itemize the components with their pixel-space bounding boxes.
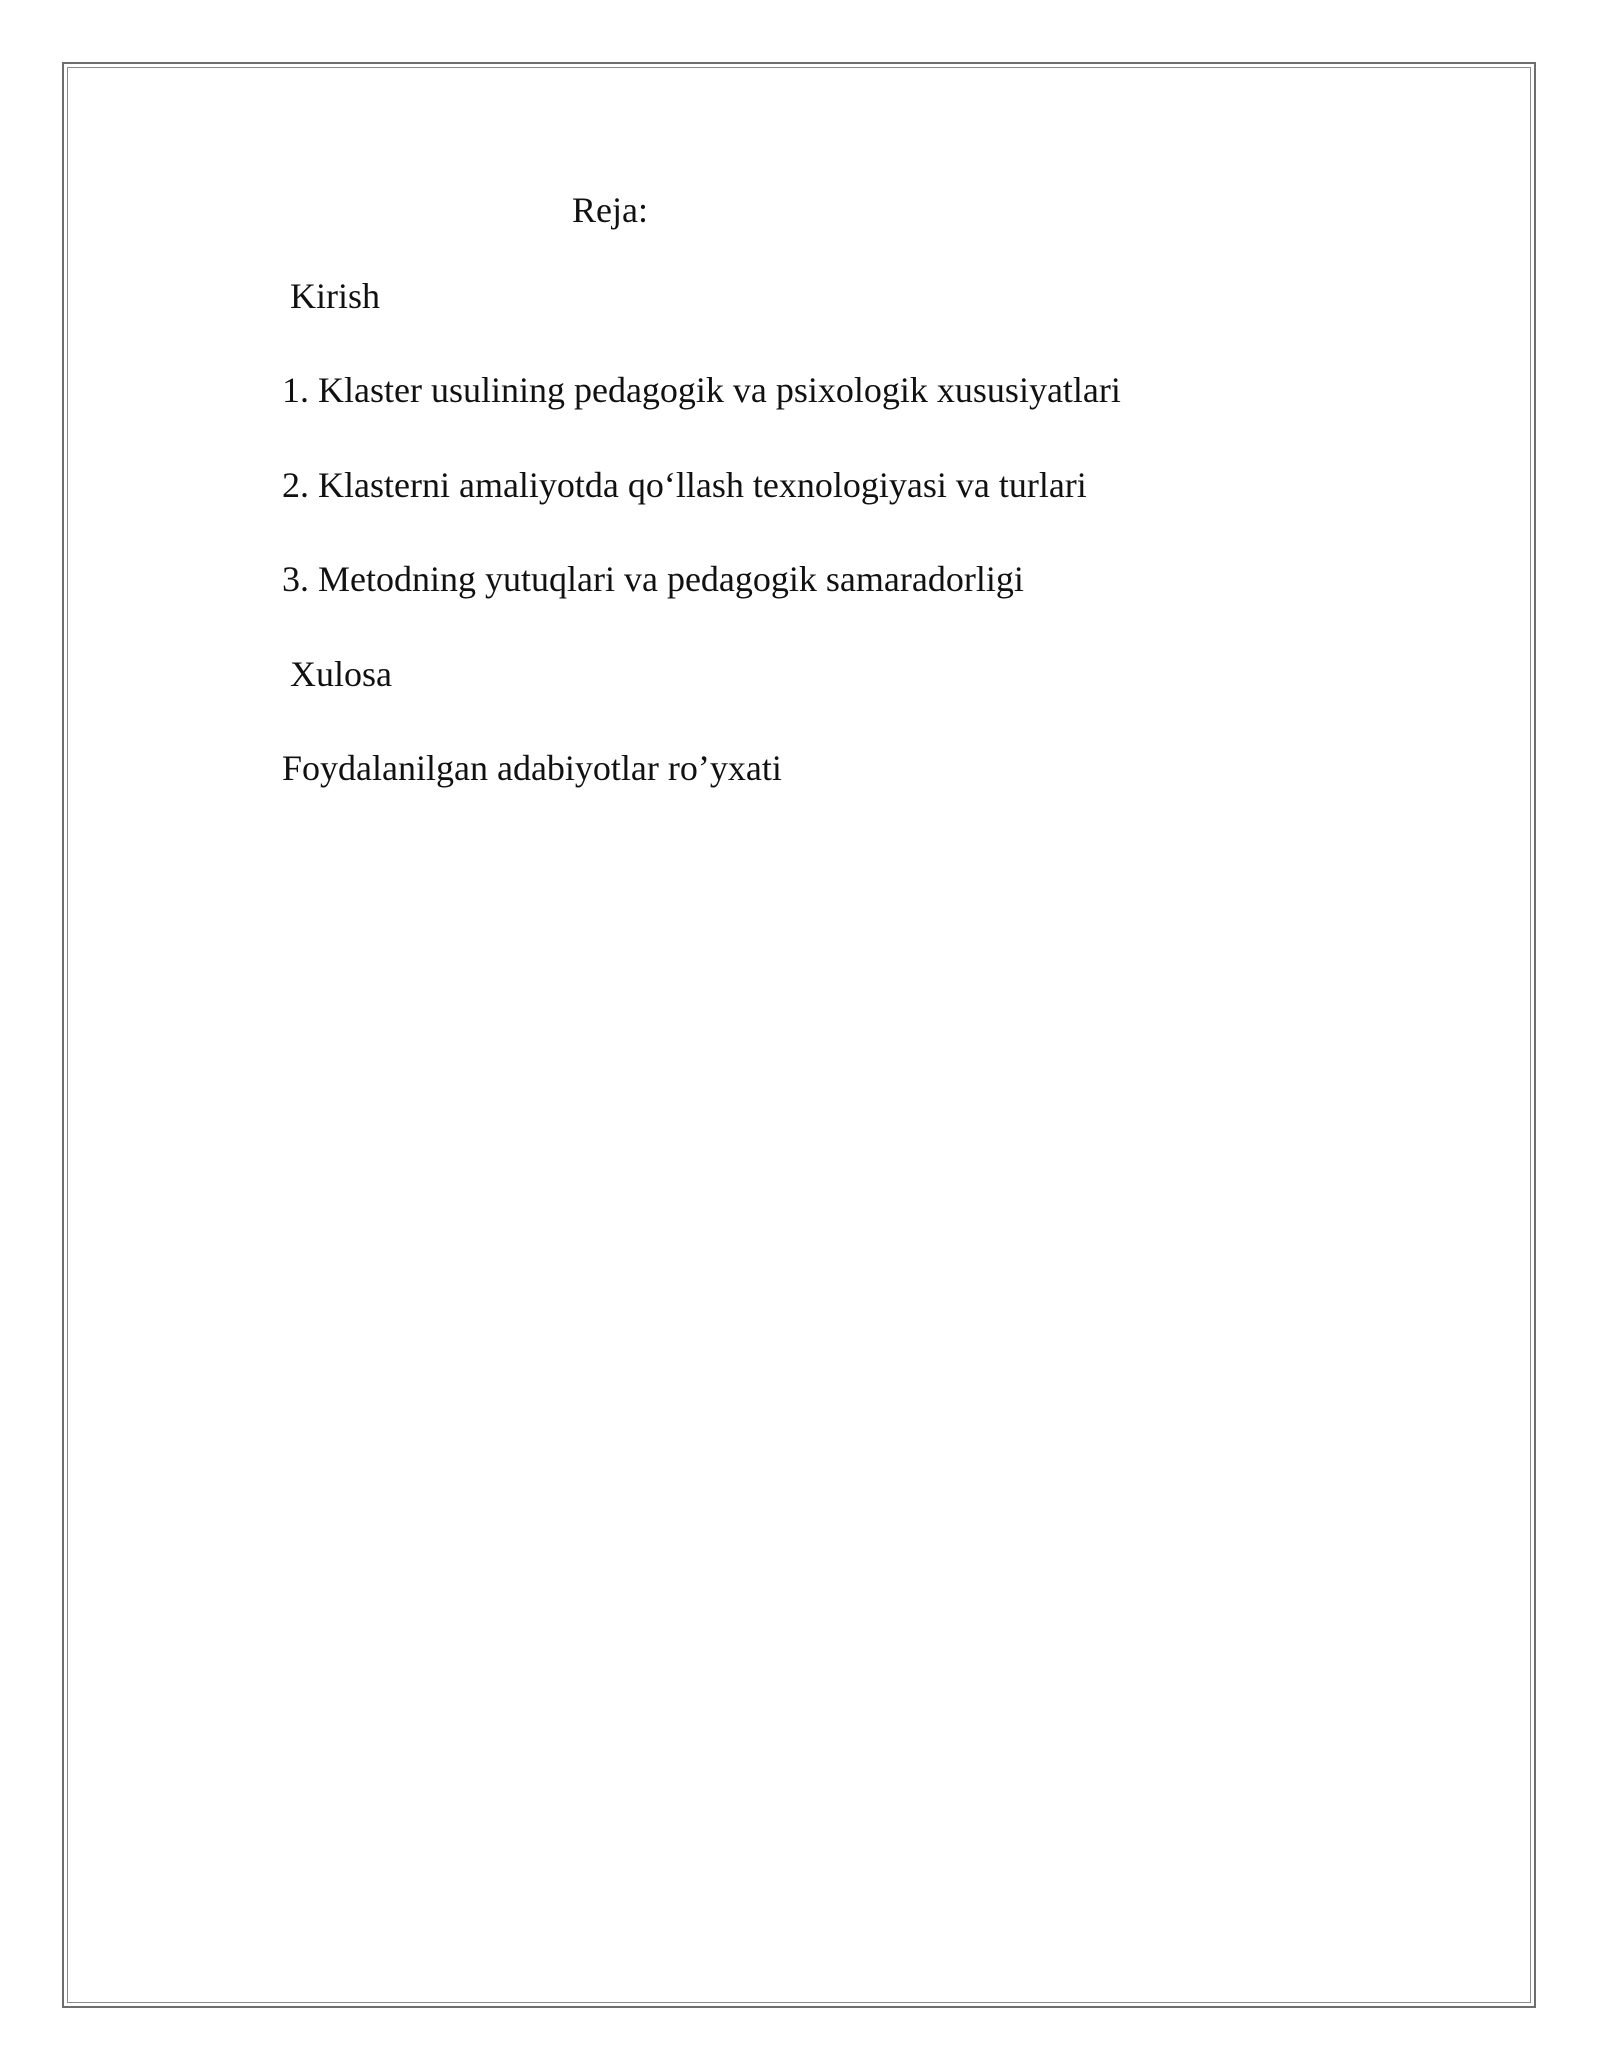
plan-item-3: 3. Metodning yutuqlari va pedagogik samaradorligi — [282, 559, 1024, 599]
page-border-inner — [67, 67, 1531, 2003]
plan-item-references: Foydalanilgan adabiyotlar ro’yxati — [282, 748, 782, 788]
plan-title: Reja: — [572, 190, 648, 230]
page-border — [62, 62, 1536, 2008]
plan-item-intro: Kirish — [290, 276, 380, 316]
plan-item-2: 2. Klasterni amaliyotda qo‘llash texnologiyasi va turlari — [282, 465, 1087, 505]
plan-item-conclusion: Xulosa — [290, 654, 392, 694]
plan-item-1: 1. Klaster usulining pedagogik va psixologik xususiyatlari — [282, 370, 1121, 410]
